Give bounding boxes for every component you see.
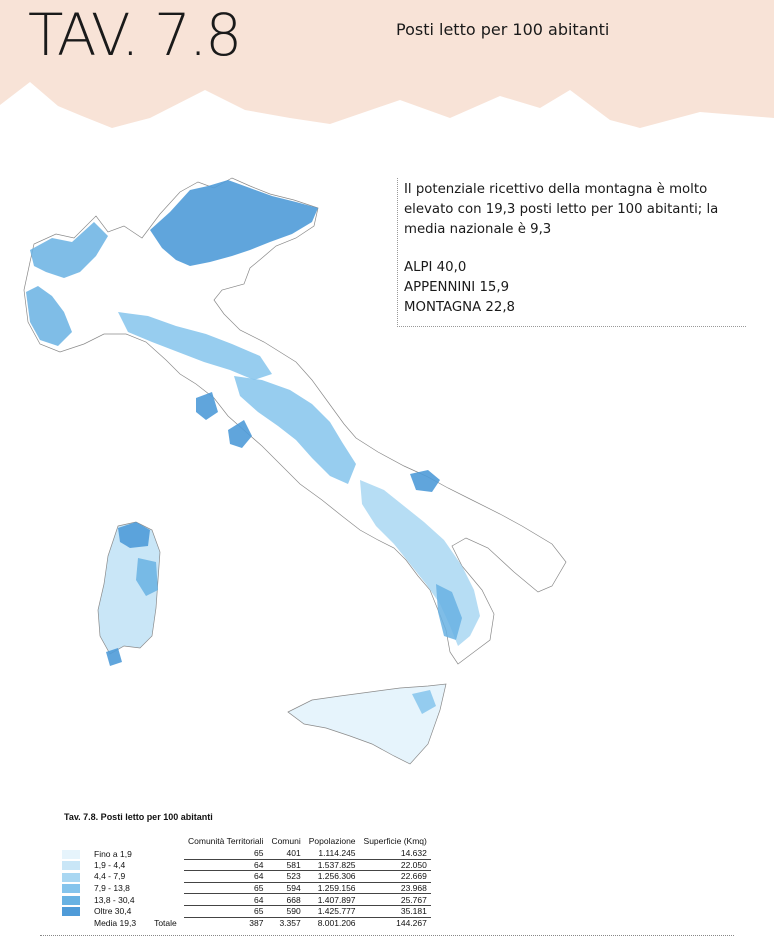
legend-value: 22.050 [360,859,431,871]
legend-media-label: Media 19,3 Totale [94,917,177,928]
note-text: Il potenziale ricettivo della montagna è molto elevato con 19,3 posti letto per 100 abitanti; la media nazionale è 9,3 [404,182,719,237]
stat-montagna: MONTAGNA 22,8 [404,300,516,315]
legend-row [62,859,431,871]
table-title: Posti letto per 100 abitanti [396,20,610,39]
legend-swatch [62,907,80,916]
legend-swatch [62,896,80,905]
legend-value: 64 [184,859,267,871]
legend-total-value: 144.267 [396,917,427,928]
legend-total-value: 387 [249,917,264,928]
legend-label: 13,8 - 30,4 [94,894,135,905]
legend-value: 523 [267,871,304,883]
legend-value: 1.114.245 [305,848,360,859]
legend-value: 1.537.825 [305,859,360,871]
italy-choropleth-map [0,140,774,800]
legend-value: 22.669 [360,871,431,883]
legend-value: 581 [267,859,304,871]
legend-value: 1.259.156 [305,882,360,894]
legend-value: 65 [184,882,267,894]
legend-row [62,848,431,859]
legend-value: 65 [184,848,267,859]
legend-value: 1.256.306 [305,871,360,883]
legend-total-row [62,917,431,928]
legend-swatch [62,850,80,859]
legend-swatch [62,861,80,870]
legend-value: 1.407.897 [305,894,360,906]
legend-row [62,894,431,906]
legend-value: 668 [267,894,304,906]
stat-alpi: ALPI 40,0 [404,260,467,275]
legend-value: 23.968 [360,882,431,894]
legend-swatch [62,884,80,893]
col-popolazione: Popolazione [308,836,356,846]
legend-row [62,871,431,883]
header-banner [0,0,774,132]
legend-row [62,882,431,894]
col-comunita: Comunità Territoriali [188,836,264,846]
legend-label: Oltre 30,4 [94,906,132,917]
legend-value: 35.181 [360,905,431,917]
legend-label: 7,9 - 13,8 [94,883,130,894]
legend-header-row [62,836,431,848]
legend-swatch [62,873,80,882]
legend-value: 64 [184,871,267,883]
legend-value: 590 [267,905,304,917]
legend-total-label: Totale [154,917,177,928]
legend-value: 401 [267,848,304,859]
footer-divider [40,935,734,936]
col-comuni: Comuni [271,836,301,846]
legend-value: 594 [267,882,304,894]
legend-label: 1,9 - 4,4 [94,859,126,870]
legend-row [62,905,431,917]
legend-table [62,836,502,928]
alps-high-region [150,180,318,266]
legend-value: 65 [184,905,267,917]
table-code: TAV. 7.8 [28,1,241,69]
col-superficie: Superficie (Kmq) [363,836,427,846]
stat-appennini: APPENNINI 15,9 [404,280,510,295]
legend-total-value: 8.001.206 [317,917,356,928]
legend-label: Fino a 1,9 [94,848,132,859]
legend-value: 64 [184,894,267,906]
legend-value: 14.632 [360,848,431,859]
legend-label: 4,4 - 7,9 [94,871,126,882]
legend-total-value: 3.357 [279,917,301,928]
legend-value: 25.767 [360,894,431,906]
legend-title: Tav. 7.8. Posti letto per 100 abitanti [64,812,213,822]
legend-value: 1.425.777 [305,905,360,917]
